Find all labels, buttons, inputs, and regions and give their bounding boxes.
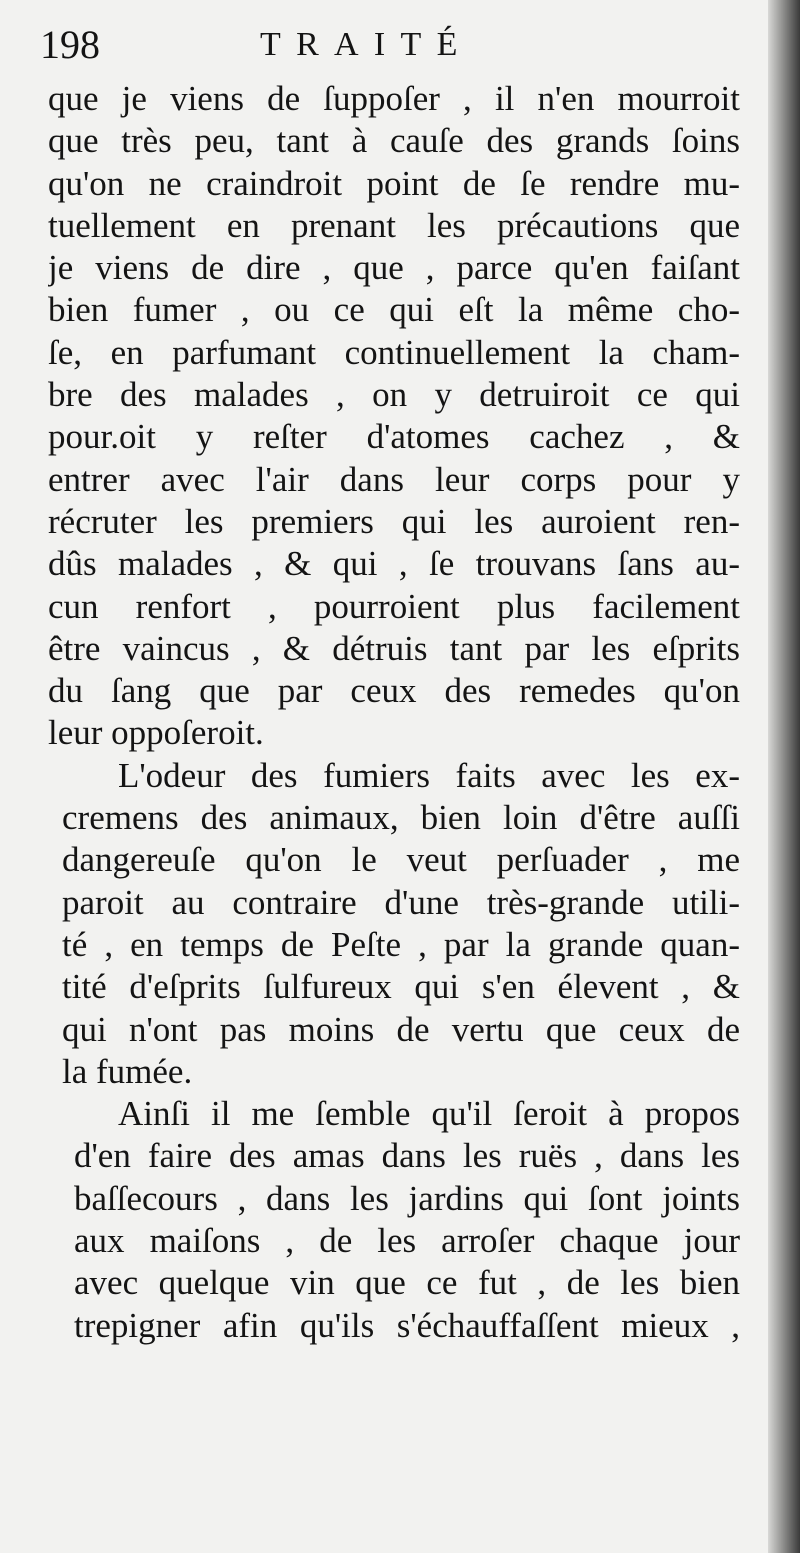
text-line: dûs malades , & qui , ſe trouvans ſans au- — [48, 544, 740, 584]
text-line: la fumée. — [62, 1051, 193, 1091]
body-text — [48, 78, 740, 1347]
paragraph-first-line: L'odeur des fumiers faits avec les ex- — [118, 755, 740, 795]
text-line: trepigner afin qu'ils s'échauffaſſent mieux , — [74, 1305, 740, 1345]
text-line: bre des malades , on y detruiroit ce qui — [48, 375, 740, 415]
text-line: entrer avec l'air dans leur corps pour y — [48, 459, 740, 499]
text-line: d'en faire des amas dans les ruës , dans les — [74, 1136, 740, 1176]
text-line: du ſang que par ceux des remedes qu'on — [48, 671, 740, 711]
text-line: aux maiſons , de les arroſer chaque jour — [74, 1221, 740, 1261]
text-line: paroit au contraire d'une très-grande utili- — [62, 882, 740, 922]
text-line: leur oppoſeroit. — [48, 713, 264, 753]
paragraph-first-line: Ainſi il me ſemble qu'il ſeroit à propos — [118, 1094, 740, 1134]
text-line: baſſecours , dans les jardins qui ſont joints — [74, 1178, 740, 1218]
text-line: qu'on ne craindroit point de ſe rendre mu- — [48, 163, 740, 203]
text-line: pour.oit y reſter d'atomes cachez , & — [48, 417, 740, 457]
text-line: bien fumer , ou ce qui eſt la même cho- — [48, 290, 740, 330]
text-line: être vaincus , & détruis tant par les eſprits — [48, 628, 740, 668]
text-line: cremens des animaux, bien loin d'être auſſi — [62, 798, 740, 838]
text-line: avec quelque vin que ce fut , de les bien — [74, 1263, 740, 1303]
page-number: 198 — [40, 22, 100, 67]
text-line: récruter les premiers qui les auroient ren- — [48, 501, 740, 541]
text-line: ſe, en parfumant continuellement la cham- — [48, 332, 740, 372]
text-line: tité d'eſprits ſulfureux qui s'en élevent , & — [62, 967, 740, 1007]
text-line: tuellement en prenant les précautions que — [48, 205, 740, 245]
text-line: té , en temps de Peſte , par la grande quan- — [62, 924, 740, 964]
text-line: cun renfort , pourroient plus facilement — [48, 586, 740, 626]
text-line: je viens de dire , que , parce qu'en faiſant — [48, 248, 740, 288]
text-line: que je viens de ſuppoſer , il n'en mourroit — [48, 79, 740, 118]
running-title: TRAITÉ — [260, 26, 473, 63]
text-line: que très peu, tant à cauſe des grands ſoins — [48, 121, 740, 161]
page-header — [40, 20, 510, 70]
text-line: qui n'ont pas moins de vertu que ceux de — [62, 1009, 740, 1049]
text-line: dangereuſe qu'on le veut perſuader , me — [62, 840, 740, 880]
